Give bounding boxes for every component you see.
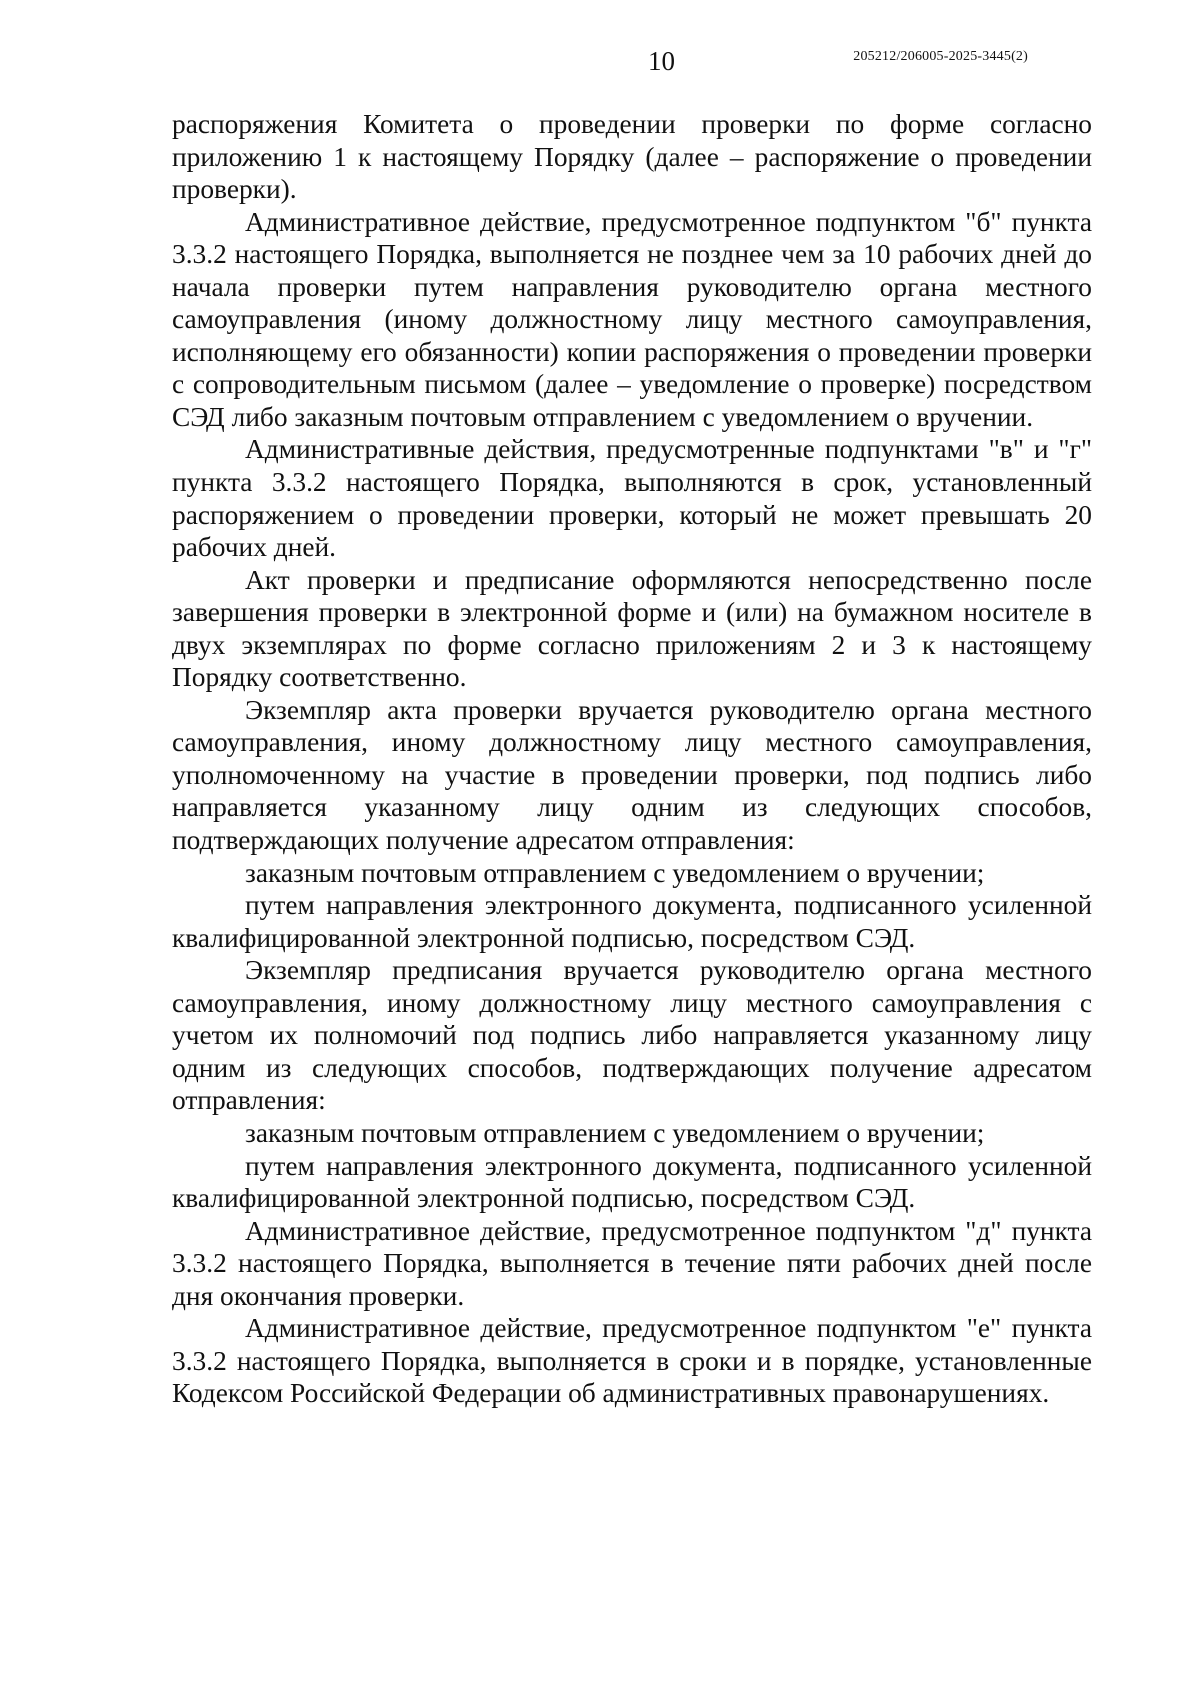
document-body <box>172 108 1092 1410</box>
paragraph: Административное действие, предусмотренное подпунктом "б" пункта 3.3.2 настоящего Порядка, выполняется не позднее чем за 10 рабочих дней до начала проверки путем направления руководителю органа местного самоуправления (иному должностному лицу местного самоуправления, исполняющему его обязанности) копии распоряжения о проведении проверки с сопроводительным письмом (далее – уведомление о проверке) посредством СЭД либо заказным почтовым отправлением с уведомлением о вручении. <box>172 206 1092 432</box>
paragraph: Административное действие, предусмотренное подпунктом "д" пункта 3.3.2 настоящего Порядка, выполняется в течение пяти рабочих дней после дня окончания проверки. <box>172 1215 1092 1311</box>
list-item: путем направления электронного документа, подписанного усиленной квалифицированной электронной подписью, посредством СЭД. <box>172 1150 1092 1214</box>
paragraph: Экземпляр акта проверки вручается руководителю органа местного самоуправления, иному должностному лицу местного самоуправления, уполномоченному на участие в проведении проверки, под подпись либо направляется указанному лицу одним из следующих способов, подтверждающих получение адресатом отправления: <box>172 694 1092 856</box>
paragraph-continuation: распоряжения Комитета о проведении проверки по форме согласно приложению 1 к настоящему Порядку (далее – распоряжение о проведении проверки). <box>172 109 1092 205</box>
paragraph: Экземпляр предписания вручается руководителю органа местного самоуправления, иному должностному лицу местного самоуправления с учетом их полномочий под подпись либо направляется указанному лицу одним из следующих способов, подтверждающих получение адресатом отправления: <box>172 955 1092 1116</box>
paragraph: Административные действия, предусмотренные подпунктами "в" и "г" пункта 3.3.2 настоящего Порядка, выполняются в срок, установленный распоряжением о проведении проверки, который не может превышать 20 рабочих дней. <box>172 434 1092 563</box>
list-item: заказным почтовым отправлением с уведомлением о вручении; <box>245 857 985 888</box>
document-id: 205212/206005-2025-3445(2) <box>853 49 1028 64</box>
list-item: заказным почтовым отправлением с уведомлением о вручении; <box>245 1117 985 1148</box>
paragraph: Акт проверки и предписание оформляются непосредственно после завершения проверки в электронной форме и (или) на бумажном носителе в двух экземплярах по форме согласно приложениям 2 и 3 к настоящему Порядку соответственно. <box>172 564 1092 693</box>
page-number: 10 <box>648 46 675 76</box>
paragraph: Административное действие, предусмотренное подпунктом "е" пункта 3.3.2 настоящего Порядка, выполняется в сроки и в порядке, установленные Кодексом Российской Федерации об административных правонарушениях. <box>172 1313 1092 1409</box>
list-item: путем направления электронного документа, подписанного усиленной квалифицированной электронной подписью, посредством СЭД. <box>172 890 1092 953</box>
